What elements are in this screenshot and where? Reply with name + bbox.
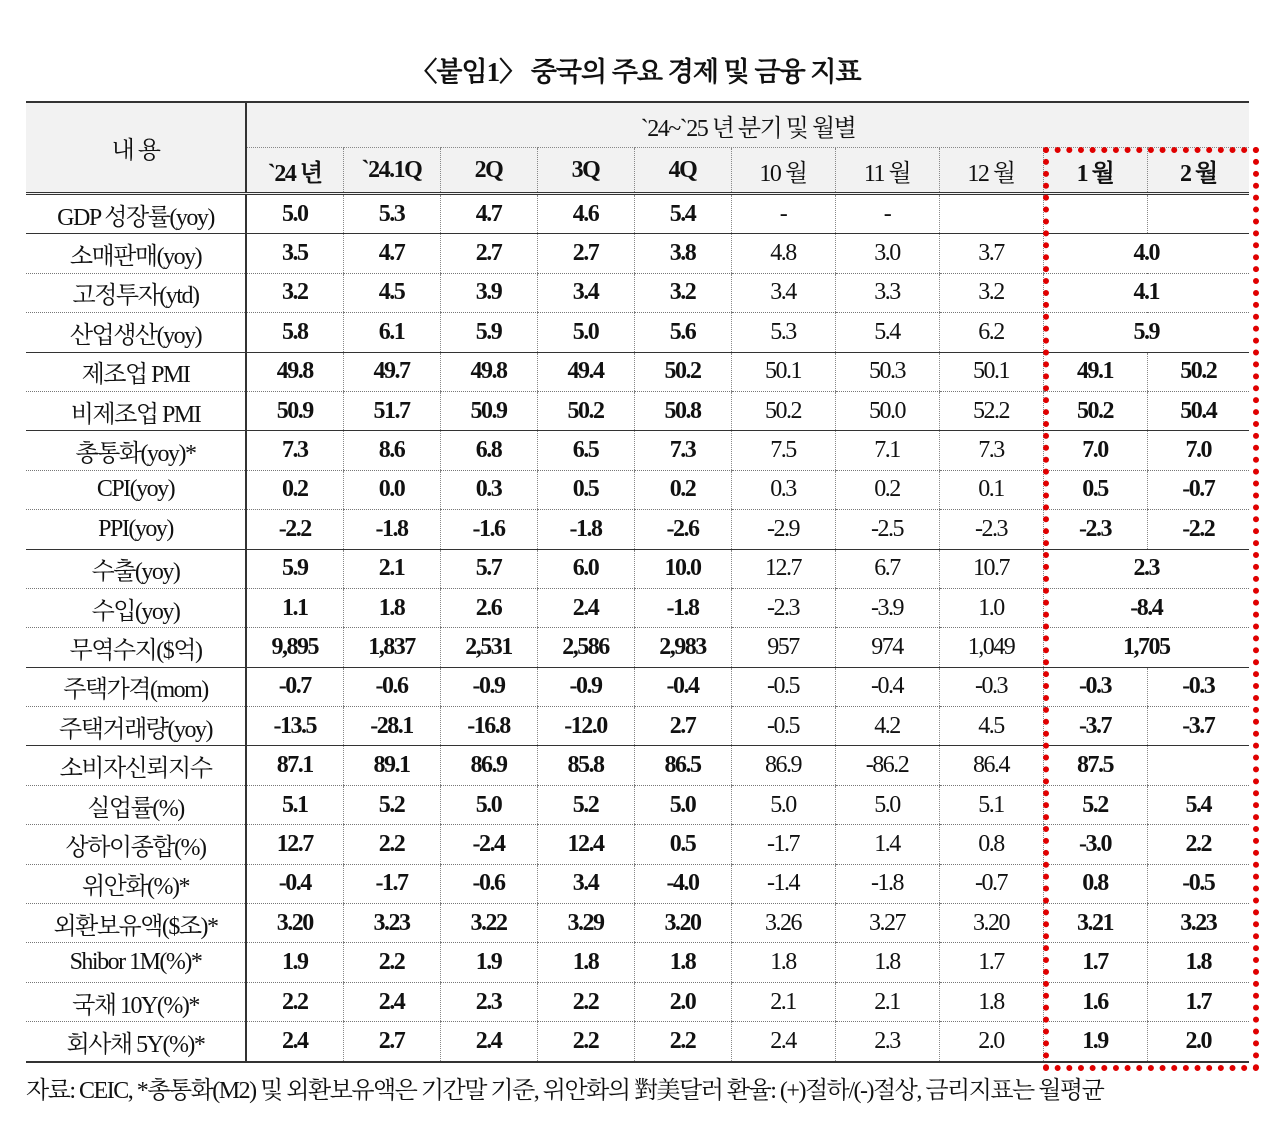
cell-value: 49.7 <box>343 352 440 391</box>
row-label: 외환보유액($조)* <box>26 904 246 943</box>
cell-value <box>939 194 1043 234</box>
cell-jan-value: -2.3 <box>1043 510 1147 549</box>
row-label: 소매판매(yoy) <box>26 234 246 273</box>
header-col: 10 월 <box>731 148 835 194</box>
cell-value: 1.8 <box>731 943 835 982</box>
header-col: 3Q <box>537 148 634 194</box>
cell-value: 0.2 <box>634 470 731 509</box>
cell-value: -1.8 <box>537 510 634 549</box>
cell-value: -86.2 <box>835 746 939 785</box>
cell-value: 2.7 <box>343 1022 440 1062</box>
cell-value: 2.1 <box>835 982 939 1021</box>
cell-value: 2.0 <box>634 982 731 1021</box>
cell-merged-value: 4.0 <box>1043 234 1249 273</box>
cell-value: 6.0 <box>537 549 634 588</box>
cell-value: 2.7 <box>634 707 731 746</box>
page-title: 〈붙임1〉 중국의 주요 경제 및 금융 지표 <box>410 57 861 87</box>
cell-value: 0.5 <box>634 825 731 864</box>
cell-value: 12.7 <box>731 549 835 588</box>
row-label: 산업생산(yoy) <box>26 313 246 352</box>
cell-value: -0.4 <box>246 864 343 903</box>
cell-jan-value: -3.0 <box>1043 825 1147 864</box>
cell-value: -2.6 <box>634 510 731 549</box>
row-label: 회사채 5Y(%)* <box>26 1022 246 1062</box>
cell-value: -2.4 <box>440 825 537 864</box>
row-label: 제조업 PMI <box>26 352 246 391</box>
cell-value: 51.7 <box>343 391 440 430</box>
header-col: 12 월 <box>939 148 1043 194</box>
row-label: 주택거래량(yoy) <box>26 707 246 746</box>
cell-value: 3.7 <box>939 234 1043 273</box>
cell-value: 2.2 <box>246 982 343 1021</box>
cell-value: -1.7 <box>731 825 835 864</box>
table-row <box>26 313 1249 352</box>
table-row <box>26 273 1249 312</box>
row-label: 수출(yoy) <box>26 549 246 588</box>
cell-value: 3.29 <box>537 904 634 943</box>
cell-value: 50.1 <box>731 352 835 391</box>
table-row <box>26 1022 1249 1062</box>
cell-value: 6.2 <box>939 313 1043 352</box>
cell-value: 0.5 <box>537 470 634 509</box>
cell-value: 5.4 <box>634 194 731 234</box>
cell-jan-value: 5.2 <box>1043 785 1147 824</box>
cell-merged-value: 1,705 <box>1043 628 1249 667</box>
cell-value: 4.5 <box>343 273 440 312</box>
cell-feb-value: 3.23 <box>1147 904 1249 943</box>
cell-value: 5.2 <box>343 785 440 824</box>
cell-value: 974 <box>835 628 939 667</box>
cell-value: 2.1 <box>343 549 440 588</box>
header-col: 2 월 <box>1147 148 1249 194</box>
cell-value: -0.9 <box>440 667 537 706</box>
cell-value: 5.2 <box>537 785 634 824</box>
cell-value: 89.1 <box>343 746 440 785</box>
table-row <box>26 904 1249 943</box>
cell-value: 1.9 <box>440 943 537 982</box>
cell-value: 957 <box>731 628 835 667</box>
cell-value: 3.0 <box>835 234 939 273</box>
cell-value: 2.2 <box>537 982 634 1021</box>
cell-value: 50.0 <box>835 391 939 430</box>
cell-value: -1.8 <box>343 510 440 549</box>
cell-value: 12.7 <box>246 825 343 864</box>
cell-value: 50.8 <box>634 391 731 430</box>
row-label: CPI(yoy) <box>26 470 246 509</box>
row-label: 국채 10Y(%)* <box>26 982 246 1021</box>
cell-value: 9,895 <box>246 628 343 667</box>
cell-value: 5.7 <box>440 549 537 588</box>
cell-value: 3.4 <box>731 273 835 312</box>
cell-value: 5.1 <box>939 785 1043 824</box>
table-row <box>26 391 1249 430</box>
cell-jan-value: 50.2 <box>1043 391 1147 430</box>
cell-value: 87.1 <box>246 746 343 785</box>
cell-value: 2.4 <box>343 982 440 1021</box>
cell-value: 49.8 <box>246 352 343 391</box>
row-label: 주택가격(mom) <box>26 667 246 706</box>
cell-value: -16.8 <box>440 707 537 746</box>
cell-value: 7.3 <box>939 431 1043 470</box>
cell-feb-value: 1.7 <box>1147 982 1249 1021</box>
cell-value: 0.1 <box>939 470 1043 509</box>
cell-value: 4.6 <box>537 194 634 234</box>
table-row <box>26 667 1249 706</box>
cell-value: 86.4 <box>939 746 1043 785</box>
cell-value: - <box>835 194 939 234</box>
cell-value: 50.2 <box>731 391 835 430</box>
table-row <box>26 785 1249 824</box>
row-label: 상하이종합(%) <box>26 825 246 864</box>
cell-feb-value: 1.8 <box>1147 943 1249 982</box>
cell-value: 4.7 <box>440 194 537 234</box>
cell-value: 1.9 <box>246 943 343 982</box>
cell-value: -1.6 <box>440 510 537 549</box>
cell-value: 0.0 <box>343 470 440 509</box>
cell-value: 49.4 <box>537 352 634 391</box>
cell-value: -1.7 <box>343 864 440 903</box>
cell-value: -1.8 <box>835 864 939 903</box>
cell-value: -2.5 <box>835 510 939 549</box>
cell-value: 50.2 <box>634 352 731 391</box>
cell-value: -0.4 <box>634 667 731 706</box>
cell-value: 0.2 <box>246 470 343 509</box>
cell-value: 3.20 <box>634 904 731 943</box>
cell-value: 7.3 <box>246 431 343 470</box>
cell-value: 50.3 <box>835 352 939 391</box>
cell-value: -3.9 <box>835 588 939 627</box>
cell-value: 5.4 <box>835 313 939 352</box>
cell-jan-value: 3.21 <box>1043 904 1147 943</box>
cell-value: 5.0 <box>835 785 939 824</box>
cell-value: 49.8 <box>440 352 537 391</box>
cell-value: 2.7 <box>537 234 634 273</box>
indicator-table <box>26 101 1249 1063</box>
cell-value: 3.9 <box>440 273 537 312</box>
header-col: 1 월 <box>1043 148 1147 194</box>
cell-value: 2,531 <box>440 628 537 667</box>
cell-value: 5.0 <box>537 313 634 352</box>
cell-value: 5.3 <box>731 313 835 352</box>
header-col: 4Q <box>634 148 731 194</box>
cell-value: 12.4 <box>537 825 634 864</box>
cell-value: -2.9 <box>731 510 835 549</box>
cell-value: 5.9 <box>246 549 343 588</box>
table-row <box>26 746 1249 785</box>
cell-jan-value: 1.7 <box>1043 943 1147 982</box>
cell-value: 3.4 <box>537 864 634 903</box>
cell-value: 3.3 <box>835 273 939 312</box>
cell-value: 0.3 <box>440 470 537 509</box>
cell-value: 4.2 <box>835 707 939 746</box>
cell-value: -0.7 <box>939 864 1043 903</box>
row-label: PPI(yoy) <box>26 510 246 549</box>
cell-value: 3.27 <box>835 904 939 943</box>
row-label: 소비자신뢰지수 <box>26 746 246 785</box>
cell-value: -0.4 <box>835 667 939 706</box>
table-row <box>26 707 1249 746</box>
table-row <box>26 470 1249 509</box>
row-label: Shibor 1M(%)* <box>26 943 246 982</box>
cell-value: 86.9 <box>731 746 835 785</box>
table-row <box>26 549 1249 588</box>
cell-value: -28.1 <box>343 707 440 746</box>
cell-value: -1.8 <box>634 588 731 627</box>
cell-jan-value: 1.9 <box>1043 1022 1147 1062</box>
cell-value: 2.7 <box>440 234 537 273</box>
cell-value: 3.20 <box>939 904 1043 943</box>
cell-feb-value: 2.0 <box>1147 1022 1249 1062</box>
cell-value: 1.7 <box>939 943 1043 982</box>
header-group: `24~`25 년 분기 및 월별 <box>246 102 1249 148</box>
cell-jan-value <box>1043 194 1147 234</box>
row-label: 총통화(yoy)* <box>26 431 246 470</box>
cell-feb-value: -2.2 <box>1147 510 1249 549</box>
cell-value: 7.3 <box>634 431 731 470</box>
cell-value: 2.2 <box>343 825 440 864</box>
cell-feb-value: 7.0 <box>1147 431 1249 470</box>
cell-value: 0.2 <box>835 470 939 509</box>
cell-value: 2.3 <box>835 1022 939 1062</box>
cell-feb-value: -0.7 <box>1147 470 1249 509</box>
cell-value: -12.0 <box>537 707 634 746</box>
cell-feb-value <box>1147 194 1249 234</box>
header-col: 2Q <box>440 148 537 194</box>
cell-value: 7.1 <box>835 431 939 470</box>
cell-value: 6.5 <box>537 431 634 470</box>
cell-value: 2.2 <box>537 1022 634 1062</box>
cell-value: -0.5 <box>731 667 835 706</box>
cell-value: 3.2 <box>246 273 343 312</box>
cell-value: 1.8 <box>835 943 939 982</box>
cell-value: 3.8 <box>634 234 731 273</box>
cell-value: -2.3 <box>731 588 835 627</box>
cell-value: 5.3 <box>343 194 440 234</box>
cell-value: 5.6 <box>634 313 731 352</box>
cell-jan-value: 49.1 <box>1043 352 1147 391</box>
cell-value: 52.2 <box>939 391 1043 430</box>
cell-feb-value: 5.4 <box>1147 785 1249 824</box>
cell-value: 4.5 <box>939 707 1043 746</box>
cell-value: 5.0 <box>634 785 731 824</box>
cell-jan-value: -3.7 <box>1043 707 1147 746</box>
cell-value: 1,049 <box>939 628 1043 667</box>
cell-jan-value: 0.8 <box>1043 864 1147 903</box>
cell-value: 5.8 <box>246 313 343 352</box>
cell-value: 5.0 <box>731 785 835 824</box>
cell-value: 0.3 <box>731 470 835 509</box>
row-label: 위안화(%)* <box>26 864 246 903</box>
table-row <box>26 352 1249 391</box>
cell-value: 3.2 <box>939 273 1043 312</box>
cell-value: 86.5 <box>634 746 731 785</box>
cell-value: 3.20 <box>246 904 343 943</box>
cell-value: 2.4 <box>440 1022 537 1062</box>
footnote: 자료: CEIC, *총통화(M2) 및 외환보유액은 기간말 기준, 위안화의 對美달러 환율: (+)절하/(-)절상, 금리지표는 월평균 <box>26 1078 1104 1104</box>
cell-value: 86.9 <box>440 746 537 785</box>
cell-merged-value: 2.3 <box>1043 549 1249 588</box>
cell-value: - <box>731 194 835 234</box>
cell-value: 2.1 <box>731 982 835 1021</box>
cell-feb-value: -0.3 <box>1147 667 1249 706</box>
cell-value: 10.0 <box>634 549 731 588</box>
cell-value: -13.5 <box>246 707 343 746</box>
cell-jan-value: 7.0 <box>1043 431 1147 470</box>
row-label: 비제조업 PMI <box>26 391 246 430</box>
cell-value: 1.1 <box>246 588 343 627</box>
cell-value: 2.2 <box>343 943 440 982</box>
cell-value: 50.9 <box>440 391 537 430</box>
cell-value: -0.3 <box>939 667 1043 706</box>
cell-value: 5.0 <box>440 785 537 824</box>
cell-value: 5.0 <box>246 194 343 234</box>
cell-value: 1.8 <box>537 943 634 982</box>
cell-value: 2.2 <box>634 1022 731 1062</box>
cell-merged-value: 4.1 <box>1043 273 1249 312</box>
cell-value: 3.22 <box>440 904 537 943</box>
cell-value: 4.7 <box>343 234 440 273</box>
cell-value: -2.2 <box>246 510 343 549</box>
table-row <box>26 628 1249 667</box>
cell-value: 3.23 <box>343 904 440 943</box>
cell-value: 2.4 <box>731 1022 835 1062</box>
cell-value: 50.1 <box>939 352 1043 391</box>
cell-value: 2,983 <box>634 628 731 667</box>
cell-value: 3.2 <box>634 273 731 312</box>
row-label: 고정투자(ytd) <box>26 273 246 312</box>
table-row <box>26 864 1249 903</box>
cell-value: 3.26 <box>731 904 835 943</box>
row-label: 무역수지($억) <box>26 628 246 667</box>
cell-value: 5.1 <box>246 785 343 824</box>
cell-value: 6.7 <box>835 549 939 588</box>
cell-value: 1.4 <box>835 825 939 864</box>
table-row <box>26 194 1249 234</box>
cell-value: -0.7 <box>246 667 343 706</box>
cell-value: 2.6 <box>440 588 537 627</box>
row-label: 수입(yoy) <box>26 588 246 627</box>
cell-feb-value: 50.4 <box>1147 391 1249 430</box>
cell-jan-value: -0.3 <box>1043 667 1147 706</box>
cell-feb-value: 2.2 <box>1147 825 1249 864</box>
cell-merged-value: -8.4 <box>1043 588 1249 627</box>
cell-value: -0.6 <box>440 864 537 903</box>
header-col: `24 년 <box>246 148 343 194</box>
header-col: 11 월 <box>835 148 939 194</box>
cell-value: 1.0 <box>939 588 1043 627</box>
header-col: `24.1Q <box>343 148 440 194</box>
cell-value: -0.6 <box>343 667 440 706</box>
cell-value: 2.3 <box>440 982 537 1021</box>
cell-value: 5.9 <box>440 313 537 352</box>
cell-value: 1.8 <box>939 982 1043 1021</box>
cell-value: 0.8 <box>939 825 1043 864</box>
table-row <box>26 825 1249 864</box>
cell-value: 1,837 <box>343 628 440 667</box>
table-row <box>26 943 1249 982</box>
row-label: GDP 성장률(yoy) <box>26 194 246 234</box>
cell-merged-value: 5.9 <box>1043 313 1249 352</box>
table-row <box>26 234 1249 273</box>
cell-value: 85.8 <box>537 746 634 785</box>
cell-value: 10.7 <box>939 549 1043 588</box>
cell-jan-value: 1.6 <box>1043 982 1147 1021</box>
table-row <box>26 510 1249 549</box>
cell-value: 7.5 <box>731 431 835 470</box>
cell-value: 3.5 <box>246 234 343 273</box>
table-row <box>26 431 1249 470</box>
cell-value: 6.8 <box>440 431 537 470</box>
header-label-col: 내 용 <box>26 102 246 194</box>
table-row <box>26 588 1249 627</box>
cell-value: -0.9 <box>537 667 634 706</box>
row-label: 실업률(%) <box>26 785 246 824</box>
cell-value: 1.8 <box>634 943 731 982</box>
cell-value: 2.0 <box>939 1022 1043 1062</box>
cell-value: -1.4 <box>731 864 835 903</box>
cell-value: 2.4 <box>537 588 634 627</box>
cell-value: -2.3 <box>939 510 1043 549</box>
cell-value: -0.5 <box>731 707 835 746</box>
cell-feb-value: 50.2 <box>1147 352 1249 391</box>
cell-value: 2.4 <box>246 1022 343 1062</box>
cell-value: -4.0 <box>634 864 731 903</box>
table-row <box>26 982 1249 1021</box>
cell-value: 50.2 <box>537 391 634 430</box>
cell-value: 4.8 <box>731 234 835 273</box>
cell-value: 50.9 <box>246 391 343 430</box>
cell-feb-value: -3.7 <box>1147 707 1249 746</box>
cell-value: 2,586 <box>537 628 634 667</box>
cell-jan-value: 87.5 <box>1043 746 1147 785</box>
cell-value: 3.4 <box>537 273 634 312</box>
cell-feb-value: -0.5 <box>1147 864 1249 903</box>
cell-feb-value <box>1147 746 1249 785</box>
cell-jan-value: 0.5 <box>1043 470 1147 509</box>
cell-value: 6.1 <box>343 313 440 352</box>
cell-value: 8.6 <box>343 431 440 470</box>
cell-value: 1.8 <box>343 588 440 627</box>
